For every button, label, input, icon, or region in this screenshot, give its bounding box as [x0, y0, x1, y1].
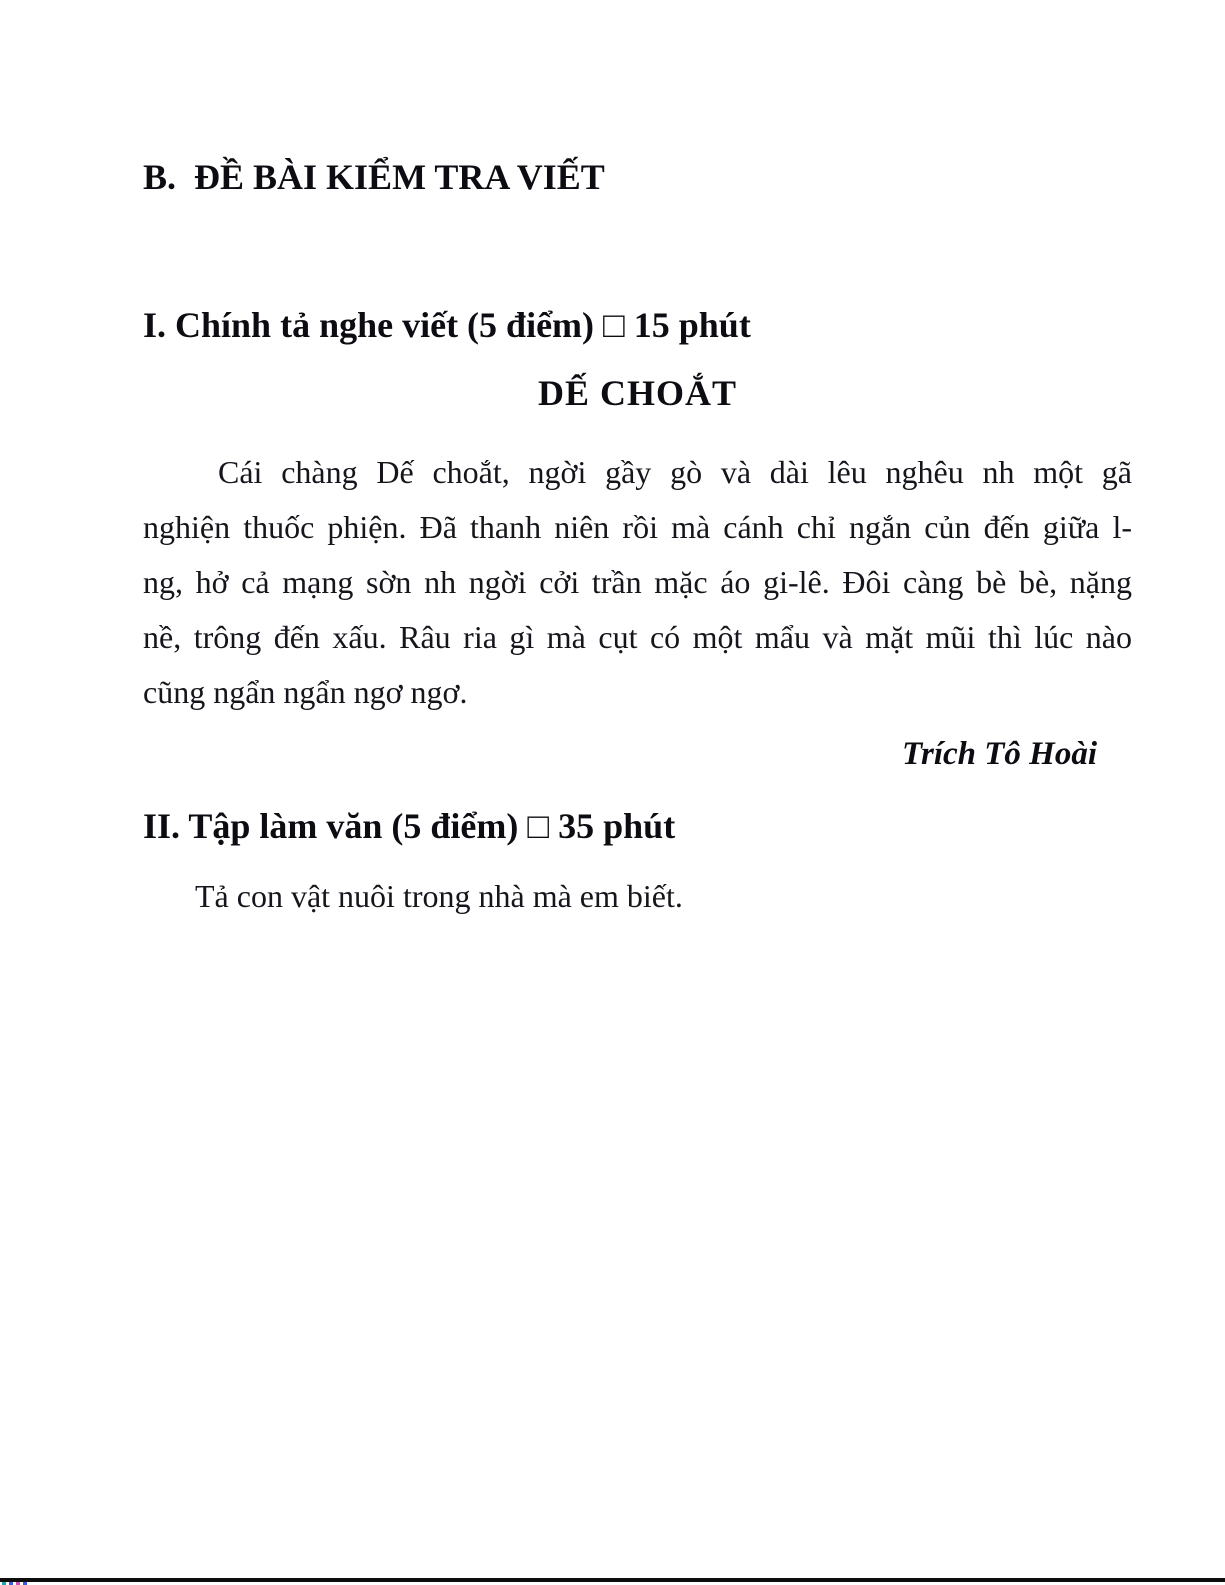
scan-artifact-bar [0, 1578, 1225, 1582]
paragraph-line: ng, hở cả mạng sờn nh ngời cởi trần mặc áo gi-lê. Đôi càng bè bè, nặng [143, 564, 1132, 600]
section1-heading: I. Chính tả nghe viết (5 điểm) □ 15 phút [143, 305, 751, 345]
paragraph-line: cũng ngẩn ngẩn ngơ ngơ. [143, 674, 468, 710]
dictation-title: DẾ CHOẮT [537, 373, 738, 413]
section2-task: Tả con vật nuôi trong nhà mà em biết. [195, 878, 683, 914]
dictation-paragraph [143, 445, 1132, 720]
source-attribution: Trích Tô Hoài [902, 736, 1097, 772]
main-heading: B. ĐỀ BÀI KIỂM TRA VIẾT [143, 157, 605, 197]
paragraph-line: Cái chàng Dế choắt, ngời gầy gò và dài lêu nghêu nh một gã [218, 454, 1132, 490]
section2-heading: II. Tập làm văn (5 điểm) □ 35 phút [143, 806, 676, 846]
paragraph-line: nề, trông đến xấu. Râu ria gì mà cụt có một mẩu và mặt mũi thì lúc nào [143, 619, 1132, 655]
paragraph-line: nghiện thuốc phiện. Đã thanh niên rồi mà cánh chỉ ngắn củn đến giữa l- [143, 509, 1132, 545]
